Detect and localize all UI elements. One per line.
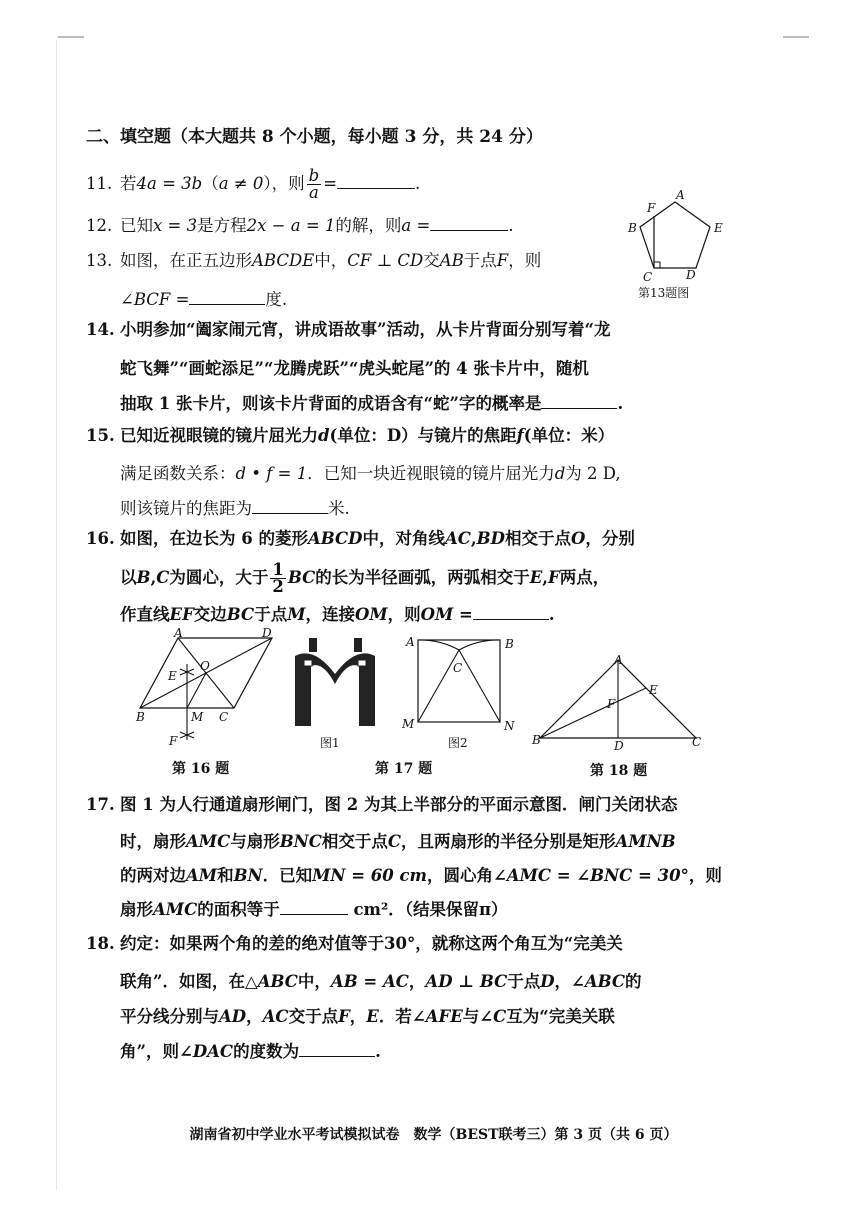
question-16-line3: 作直线EF交边BC于点M，连接OM，则OM = . [120, 605, 555, 624]
question-17-line4: 扇形AMC的面积等于 cm²．（结果保留π） [120, 900, 508, 919]
label-E: E [649, 683, 658, 697]
figure-18-caption: 第 18 题 [590, 763, 648, 779]
fraction-one-half: $\frac{1}{2}$ [272, 560, 284, 596]
question-14-line3: 抽取 1 张卡片，则该卡片背面的成语含有“蛇”字的概率是 . [120, 394, 624, 413]
figure-16-rhombus [130, 628, 280, 750]
question-13: 13. 如图，在正五边形ABCDE中，CF ⊥ CD交AB于点F，则 [86, 251, 542, 270]
fraction-b-over-a: $\frac{b}{a}$ [308, 166, 320, 202]
label-O: O [200, 659, 210, 673]
question-17-line2: 时，扇形AMC与扇形BNC相交于点C，且两扇形的半径分别是矩形AMNB [120, 832, 676, 851]
page-edge-mark [58, 36, 84, 38]
question-18-line3: 平分线分别与AD，AC交于点F，E．若∠AFE与∠C互为“完美关联 [120, 1007, 615, 1026]
label-B: B [136, 710, 145, 724]
figure-13-caption: 第13题图 [638, 286, 690, 300]
figure-17-sub2: 图2 [448, 736, 468, 750]
question-14-line2: 蛇飞舞”“画蛇添足”“龙腾虎跃”“虎头蛇尾”的 4 张卡片中，随机 [120, 359, 589, 378]
label-F: F [607, 697, 616, 711]
question-12: 12. 已知x = 3是方程2x − a = 1的解，则a = . [86, 216, 514, 235]
answer-blank[interactable] [189, 290, 265, 305]
answer-blank[interactable] [337, 174, 415, 189]
question-18-line4: 角”，则∠DAC的度数为 . [120, 1042, 381, 1061]
figure-16-caption: 第 16 题 [172, 761, 230, 777]
question-16-line2: 以B,C为圆心，大于 $\frac{1}{2}$ BC的长为半径画弧，两弧相交于E,F两点， [120, 560, 610, 596]
figure-17-sub1: 图1 [320, 736, 340, 750]
question-13-line2: ∠BCF = 度. [120, 290, 288, 309]
answer-blank[interactable] [473, 605, 549, 620]
label-F: F [647, 201, 656, 215]
label-M: M [402, 717, 415, 731]
answer-blank[interactable] [299, 1042, 375, 1057]
label-N: N [504, 719, 515, 733]
question-15-line3: 则该镜片的焦距为 米. [120, 499, 350, 518]
label-C: C [643, 270, 653, 284]
label-D: D [686, 268, 696, 282]
label-A: A [676, 188, 685, 202]
figure-17-sector-diagram [400, 634, 520, 734]
page-edge-mark [783, 36, 809, 38]
label-C: C [219, 710, 229, 724]
label-A: A [614, 653, 623, 667]
label-E: E [714, 221, 723, 235]
label-B: B [628, 221, 637, 235]
question-15: 15. 已知近视眼镜的镜片屈光力d(单位：D）与镜片的焦距f(单位：米） [86, 426, 615, 445]
figure-17-caption: 第 17 题 [375, 761, 433, 777]
label-C: C [692, 735, 702, 749]
answer-blank[interactable] [252, 499, 328, 514]
answer-blank[interactable] [430, 216, 508, 231]
label-M: M [191, 710, 204, 724]
label-D: D [614, 739, 624, 753]
figure-18-triangle [530, 650, 710, 752]
answer-blank[interactable] [280, 900, 348, 915]
question-14: 14. 小明参加“阖家闹元宵，讲成语故事”活动，从卡片背面分别写着“龙 [86, 320, 611, 339]
label-E: E [168, 669, 177, 683]
label-B: B [532, 733, 541, 747]
question-18: 18. 约定：如果两个角的差的绝对值等于30°，就称这两个角互为“完美关 [86, 934, 623, 953]
label-D: D [262, 626, 272, 640]
section-title: 二、填空题（本大题共 8 个小题，每小题 3 分，共 24 分） [86, 127, 543, 147]
page-border [56, 40, 57, 1190]
question-17: 17. 图 1 为人行通道扇形闸门，图 2 为其上半部分的平面示意图．闸门关闭状态 [86, 795, 678, 814]
page-footer: 湖南省初中学业水平考试模拟试卷 数学（BEST联考三）第 3 页（共 6 页） [189, 1127, 678, 1143]
label-F: F [169, 734, 178, 748]
question-16: 16. 如图，在边长为 6 的菱形ABCD中，对角线AC,BD相交于点O，分别 [86, 529, 635, 548]
label-C: C [453, 661, 463, 675]
label-A: A [174, 626, 183, 640]
question-15-line2: 满足函数关系：d • f = 1．已知一块近视眼镜的镜片屈光力d为 2 D, [120, 464, 621, 483]
figure-17-gate-photo [292, 636, 378, 728]
question-11: 11. 若4a = 3b（a ≠ 0），则 $\frac{b}{a}$ = . [86, 166, 421, 202]
answer-blank[interactable] [541, 394, 617, 409]
question-18-line2: 联角”．如图，在△ABC中，AB = AC，AD ⊥ BC于点D，∠ABC的 [120, 972, 642, 991]
label-B: B [505, 637, 514, 651]
label-A: A [406, 635, 415, 649]
question-17-line3: 的两对边AM和BN．已知MN = 60 cm，圆心角∠AMC = ∠BNC = 30°，则 [120, 866, 722, 885]
